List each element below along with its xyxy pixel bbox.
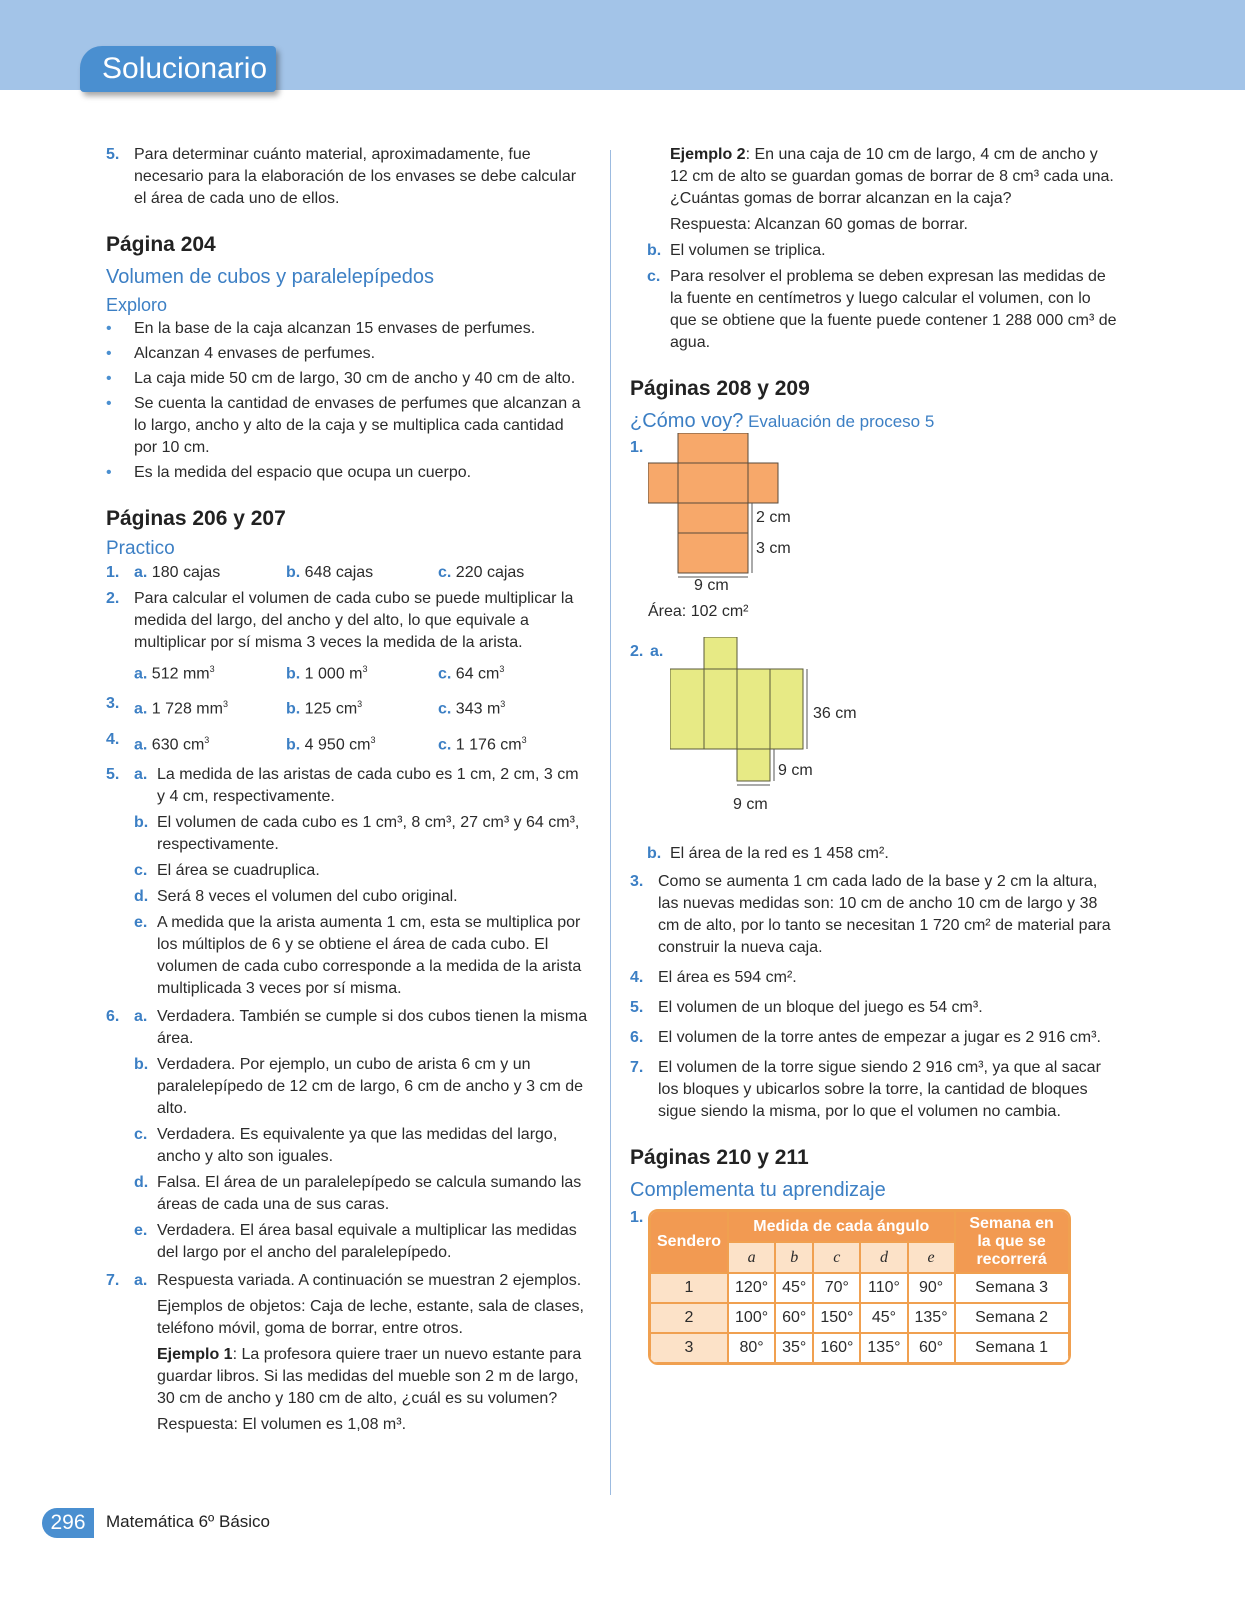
table-row: 1 120° 45° 70° 110° 90° Semana 3 [650, 1273, 1069, 1303]
net-face [704, 637, 737, 669]
bullet-item: • La caja mide 50 cm de largo, 30 cm de ancho y 40 cm de alto. [106, 368, 590, 390]
subtitle-volumen: Volumen de cubos y paralelepípedos [106, 266, 435, 288]
net-face [670, 669, 704, 749]
table-block: 1. Sendero Medida de cada ángulo Semana en la que se recorrerá a b c d e 1 120° 45° 70° 110° 90° Semana 3 2 100° 60° 150° 45° 135° Semana 2 3 80° 35° 160° 135° 60° Semana 1 [630, 1209, 1118, 1365]
th-semana: Semana en la que se recorrerá [955, 1211, 1069, 1273]
q2: 2. Para calcular el volumen de cada cubo se puede multiplicar la medida del largo, del ancho y del alto, lo que equivale a multiplicar por sí misma 3 veces la medida de la arista. a. 512 $mm^3$ b. 1 000 $m^3$ c. 64 $cm^3$ [106, 590, 574, 683]
heading-paginas-210-211: Páginas 210 y 211 [630, 1146, 809, 1169]
left-column [106, 144, 590, 1440]
book-title: Matemática 6º Básico [106, 1512, 270, 1531]
section-exploro: Exploro [106, 295, 168, 315]
net-2-label-9cm-w: 9 cm [733, 796, 768, 813]
th-col: e [908, 1242, 955, 1273]
item-5: 5. El volumen de un bloque del juego es 54 cm³. [630, 999, 983, 1016]
bullet-item: • En la base de la caja alcanzan 15 envases de perfumes. [106, 318, 590, 340]
net-face [678, 503, 748, 533]
net-2-label-36cm: 36 cm [813, 705, 857, 722]
q7: 7. a. Respuesta variada. A continuación se muestran 2 ejemplos. Ejemplos de objetos: Caja de leche, estante, sala de clases, teléfono móvil, goma de borrar, entre otros. Ejemplo 1: La profesora quiere traer un nuevo estante para guardar libros. Si las medidas del mueble son 2 m de largo, 30 cm de ancho y 180 cm de alto, ¿cuál es su volumen? Respuesta: El volumen es 1,08 m³. [106, 1271, 584, 1433]
th-col: b [775, 1242, 813, 1273]
item-7: 7. El volumen de la torre sigue siendo 2 916 cm³, ya que al sacar los bloques y ubicarlos sobre la torre, la cantidad de bloques sigue siendo la misma, por lo que el volumen no cambia. [630, 1059, 1101, 1120]
item-b: b. El volumen se triplica. [647, 242, 826, 259]
item-3: 3. Como se aumenta 1 cm cada lado de la base y 2 cm la altura, las nuevas medidas son: 10 cm de ancho 10 cm de largo y 38 cm de alto, por lo tanto se necesitan 1 720 cm² de material para construir la nueva caja. [630, 873, 1111, 956]
q4: 4. a. 630 $cm^3$ b. 4 950 $cm^3$ c. 1 176 $cm^3$ [106, 730, 527, 753]
th-col: c [813, 1242, 860, 1273]
bullet-item: • Se cuenta la cantidad de envases de perfumes que alcanzan a lo largo, ancho y alto de la caja y se multiplica cada cantidad por 10 cm. [106, 393, 590, 459]
net-1-diagram [648, 433, 848, 603]
net-face [770, 669, 803, 749]
net-2-label-9cm-h: 9 cm [778, 762, 813, 779]
net-1-area: Área: 102 cm² [648, 603, 749, 620]
net-face [704, 669, 737, 749]
net-face [748, 463, 778, 503]
subtitle-como-voy: ¿Cómo voy? Evaluación de proceso 5 [630, 410, 935, 432]
table-row: 3 80° 35° 160° 135° 60° Semana 1 [650, 1333, 1069, 1363]
q3: 3. a. 1 728 $mm^3$ b. 125 $cm^3$ c. 343 $m^3$ [106, 695, 506, 718]
net-face [737, 749, 770, 781]
item-c: c. Para resolver el problema se deben expresan las medidas de la fuente en centímetros y luego calcular el volumen, con lo que se obtiene que la fuente puede contener 1 288 000 cm³ de agua. [647, 268, 1117, 351]
th-col: a [728, 1242, 775, 1273]
th-sendero: Sendero [650, 1211, 728, 1273]
net-face [678, 533, 748, 573]
right-column [630, 144, 1118, 1365]
q6: 6. a. Verdadera. También se cumple si dos cubos tienen la misma área. b. Verdadera. Por ejemplo, un cubo de arista 6 cm y un paralelepípedo de 12 cm de largo, 6 cm de ancho y 3 cm de alto. c. Verdadera. Es equivalente ya que las medidas del largo, ancho y alto son iguales. d. Falsa. El área de un paralelepípedo se calcula sumando las áreas de cada una de sus caras. e. Verdadera. El área basal equivale a multiplicar las medidas del largo por el ancho del paralelepípedo. [106, 1007, 588, 1261]
net-face [678, 463, 748, 503]
net-2: 2. a. 36 cm 9 cm 9 cm [630, 643, 1118, 843]
subtitle-complementa: Complementa tu aprendizaje [630, 1179, 886, 1201]
column-divider [610, 150, 611, 1495]
q5: 5. a. La medida de las aristas de cada cubo es 1 cm, 2 cm, 3 cm y 4 cm, respectivamente. b. El volumen de cada cubo es 1 cm³, 8 cm³, 27 cm³ y 64 cm³, respectivamente. c. El área se cuadruplica. d. Será 8 veces el volumen del cubo original. e. A medida que la arista aumenta 1 cm, esta se multiplica por los múltiplos de 6 y se obtiene el área de cada cubo. El volumen de cada cubo corresponde a la medida de la arista multiplicada 3 veces por sí misma. [106, 765, 582, 997]
page-number: 296 [42, 1508, 94, 1538]
heading-paginas-206-207: Páginas 206 y 207 [106, 507, 286, 530]
table-row: 2 100° 60° 150° 45° 135° Semana 2 [650, 1303, 1069, 1333]
solucionario-badge: Solucionario [80, 46, 276, 92]
ejemplo-2: Ejemplo 2: En una caja de 10 cm de largo, 4 cm de ancho y 12 cm de alto se guardan gomas de borrar de 8 cm³ cada una. ¿Cuántas gomas de borrar alcanzan en la caja? [670, 146, 1114, 207]
ejemplo-2-respuesta: Respuesta: Alcanzan 60 gomas de borrar. [670, 216, 968, 233]
th-col: d [860, 1242, 907, 1273]
net-1-label-2cm: 2 cm [756, 509, 791, 526]
sendero-table [648, 1209, 1071, 1365]
heading-paginas-208-209: Páginas 208 y 209 [630, 377, 810, 400]
net-1-label-3cm: 3 cm [756, 540, 791, 557]
item-4: 4. El área es 594 cm². [630, 969, 797, 986]
bullet-item: • Es la medida del espacio que ocupa un cuerpo. [106, 462, 590, 484]
net-face [737, 669, 770, 749]
item-2b: b. El área de la red es 1 458 cm². [647, 845, 889, 862]
heading-pagina-204: Página 204 [106, 233, 216, 256]
th-medida: Medida de cada ángulo [728, 1211, 955, 1242]
net-2-diagram [670, 637, 870, 817]
section-practico: Practico [106, 538, 175, 559]
net-face [678, 433, 748, 463]
bullet-item: • Alcanzan 4 envases de perfumes. [106, 343, 590, 365]
item-6: 6. El volumen de la torre antes de empezar a jugar es 2 916 cm³. [630, 1029, 1101, 1046]
net-1: 1. 2 cm 3 cm 9 cm Área: 102 cm² [630, 439, 1118, 629]
item-5: 5. Para determinar cuánto material, aproximadamente, fue necesario para la elaboración de los envases se debe calcular el área de cada uno de ellos. [106, 146, 577, 207]
net-face [648, 463, 678, 503]
q1: 1. a. 180 cajas b. 648 cajas c. 220 cajas [106, 564, 525, 581]
net-1-label-9cm: 9 cm [694, 577, 729, 594]
